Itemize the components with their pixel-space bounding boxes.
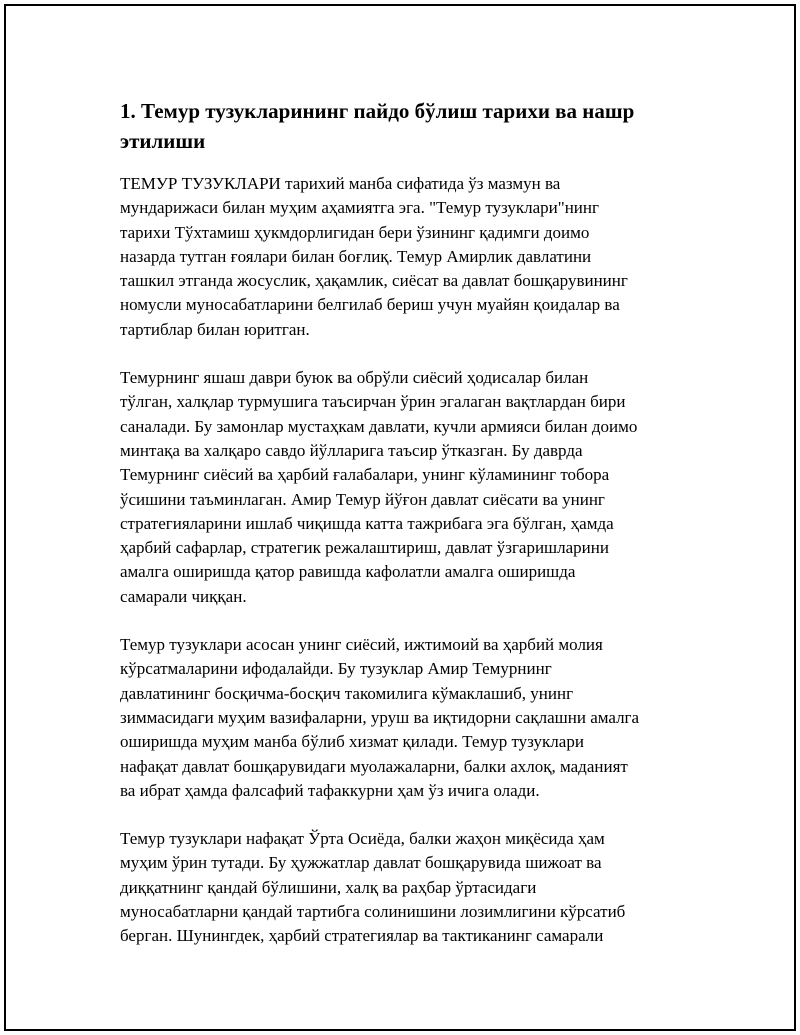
text-line: Темур тузуклари асосан унинг сиёсий, ижтимоий ва ҳарбий молия [120,635,603,655]
text-line: берган. Шунингдек, ҳарбий стратегиялар ва тактиканинг самарали [120,926,604,946]
document-body [120,96,680,973]
text-line: муносабатларни қандай тартибга солинишини лозимлигини кўрсатиб [120,902,626,922]
text-line: нафақат давлат бошқарувидаги муолажаларни, балки ахлоқ, маданият [120,756,628,776]
heading-line: этилиши [120,129,206,153]
text-line: оширишда муҳим манба бўлиб хизмат қилади. Темур тузуклари [120,732,584,752]
text-line: муҳим ўрин тутади. Бу ҳужжатлар давлат бошқарувида шижоат ва [120,853,602,873]
text-line: давлатининг босқичма-босқич такомилига кўмаклашиб, унинг [120,683,574,703]
paragraph-2 [120,366,680,609]
text-line: саналади. Бу замонлар мустаҳкам давлати, кучли армияси билан доимо [120,416,638,436]
text-line: ТЕМУР ТУЗУКЛАРИ тарихий манба сифатида ўз мазмун ва [120,174,561,193]
text-line: Темурнинг сиёсий ва ҳарбий ғалабалари, унинг кўламининг тобора [120,465,610,485]
text-line: минтақа ва халқаро савдо йўлларига таъсир ўтказган. Бу даврда [120,440,583,460]
text-line: зиммасидаги муҳим вазифаларни, уруш ва иқтидорни сақлашни амалга [120,707,640,727]
text-line: назарда тутган ғоялари билан боғлиқ. Темур Амирлик давлатини [120,246,592,266]
section-heading [120,96,680,156]
text-line: Темур тузуклари нафақат Ўрта Осиёда, балки жаҳон миқёсида ҳам [120,829,605,849]
paragraph-4 [120,827,680,948]
text-line: тартиблар билан юритган. [120,319,310,339]
text-line: тўлган, халқлар турмушига таъсирчан ўрин эгалаган вақтлардан бири [120,392,626,412]
text-line: амалга оширишда қатор равишда кафолатли амалга оширишда [120,562,576,582]
text-line: ўсишини таъминлаган. Амир Темур йўғон давлат сиёсати ва унинг [120,489,605,509]
paragraph-1 [120,172,680,342]
heading-line: 1. Темур тузукларининг пайдо бўлиш тарихи ва нашр [120,99,635,123]
paragraph-3 [120,633,680,803]
text-line: мундарижаси билан муҳим аҳамиятга эга. "Темур тузуклари"нинг [120,198,599,218]
text-line: номусли муносабатларини белгилаб бериш учун муайян қоидалар ва [120,295,620,315]
page-frame [4,4,796,1031]
text-line: самарали чиққан. [120,586,247,606]
text-line: ҳарбий сафарлар, стратегик режалаштириш, давлат ўзгаришларини [120,538,609,558]
text-line: Темурнинг яшаш даври буюк ва обрўли сиёсий ҳодисалар билан [120,368,589,388]
text-line: диққатнинг қандай бўлишини, халқ ва раҳбар ўртасидаги [120,877,537,897]
text-line: стратегияларини ишлаб чиқишда катта тажрибага эга бўлган, ҳамда [120,513,614,533]
text-line: ташкил этганда жосуслик, ҳақамлик, сиёсат ва давлат бошқарувининг [120,271,628,291]
text-line: тарихи Тўхтамиш ҳукмдорлигидан бери ўзининг қадимги доимо [120,222,590,242]
text-line: кўрсатмаларини ифодалайди. Бу тузуклар Амир Темурнинг [120,659,552,679]
text-line: ва ибрат ҳамда фалсафий тафаккурни ҳам ўз ичига олади. [120,780,540,800]
